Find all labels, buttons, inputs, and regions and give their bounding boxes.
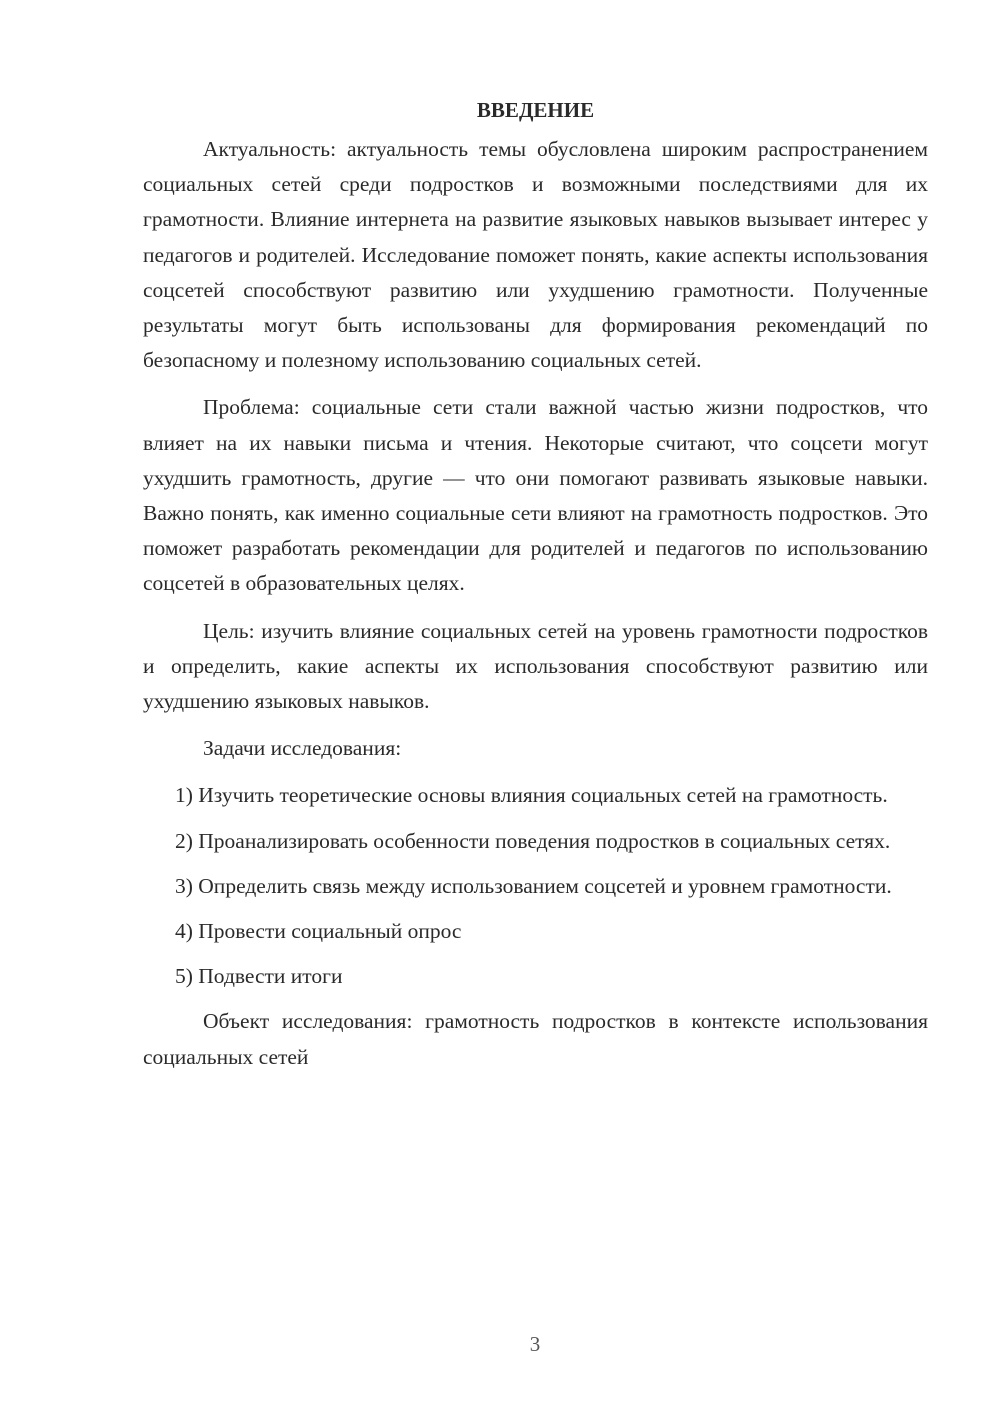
document-page — [143, 92, 928, 1087]
object-paragraph: Объект исследования: грамотность подростков в контексте использования социальных сетей — [143, 1009, 928, 1069]
tasks-list — [143, 778, 928, 994]
task-item: 2) Проанализировать особенности поведения подростков в социальных сетях. — [175, 828, 891, 853]
relevance-paragraph: Актуальность: актуальность темы обусловлена широким распространением социальных сетей среди подростков и возможными последствиями для их грамотности. Влияние интернета на развитие языковых навыков вызывает интерес у педагогов и родителей. Исследование поможет понять, какие аспекты использования соцсетей способствуют развитию или ухудшению грамотности. Полученные результаты могут быть использованы для формирования рекомендаций по безопасному и полезному использованию социальных сетей. — [143, 137, 928, 373]
page-number: 3 — [529, 1332, 541, 1356]
task-item: 4) Провести социальный опрос — [175, 919, 462, 944]
tasks-heading: Задачи исследования: — [203, 736, 402, 761]
task-item: 5) Подвести итоги — [175, 964, 343, 989]
task-item: 1) Изучить теоретические основы влияния социальных сетей на грамотность. — [175, 783, 888, 808]
goal-paragraph: Цель: изучить влияние социальных сетей на уровень грамотности подростков и определить, какие аспекты их использования способствуют развитию или ухудшению языковых навыков. — [143, 618, 928, 714]
section-title: ВВЕДЕНИЕ — [476, 98, 595, 122]
problem-paragraph: Проблема: социальные сети стали важной частью жизни подростков, что влияет на их навыки письма и чтения. Некоторые считают, что соцсети могут ухудшить грамотность, другие — что они помогают развивать языковые навыки. Важно понять, как именно социальные сети влияют на грамотность подростков. Это поможет разработать рекомендации для родителей и педагогов по использованию соцсетей в образовательных целях. — [143, 395, 928, 596]
task-item: 3) Определить связь между использованием соцсетей и уровнем грамотности. — [175, 873, 892, 898]
